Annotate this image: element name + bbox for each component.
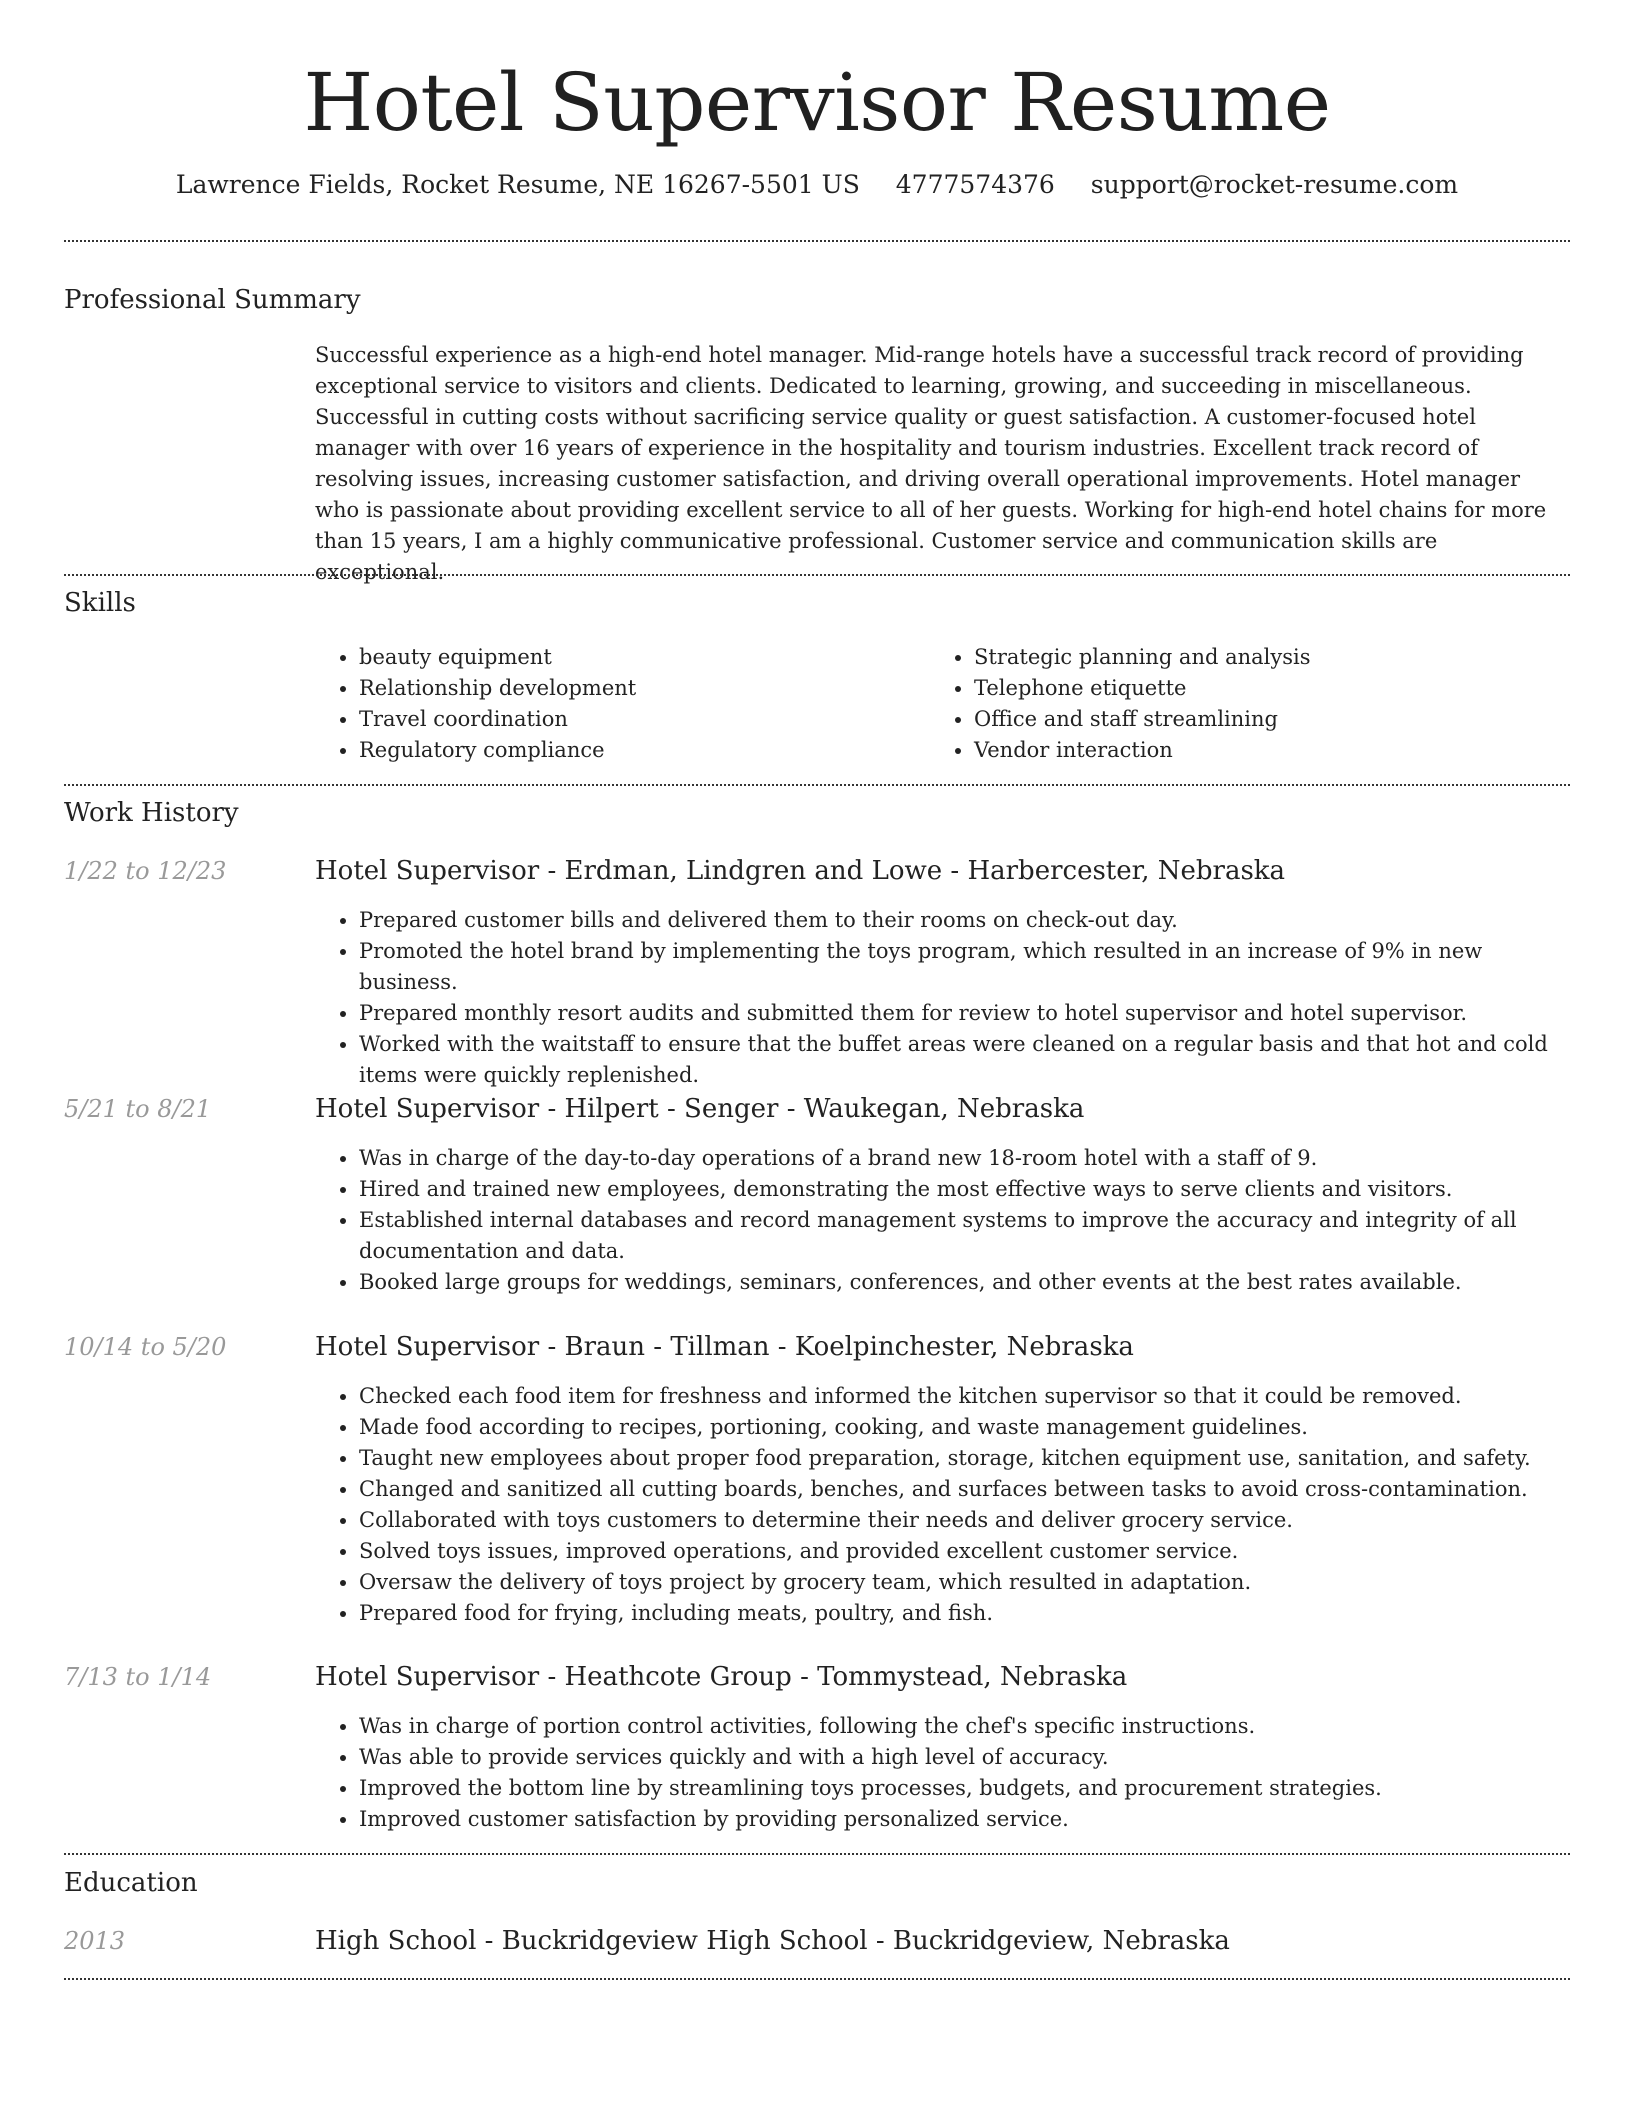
work-heading: Work History bbox=[64, 798, 239, 828]
job-bullets bbox=[315, 905, 1570, 1091]
job-dates: 1/22 to 12/23 bbox=[64, 857, 227, 885]
skill-item: • Strategic planning and analysis bbox=[974, 642, 1570, 673]
section-divider bbox=[64, 784, 1570, 786]
job-dates: 5/21 to 8/21 bbox=[64, 1095, 212, 1123]
job-bullet: • Promoted the hotel brand by implementing the toys program, which resulted in an increase of 9% in new business. bbox=[359, 936, 1570, 998]
job-title: Hotel Supervisor - Braun - Tillman - Koelpinchester, Nebraska bbox=[315, 1332, 1134, 1362]
job-bullets bbox=[315, 1143, 1570, 1298]
skills-column-left bbox=[315, 642, 915, 766]
job-title: Hotel Supervisor - Heathcote Group - Tommystead, Nebraska bbox=[315, 1662, 1128, 1692]
job-bullet: • Hired and trained new employees, demonstrating the most effective ways to serve clients and visitors. bbox=[359, 1174, 1570, 1205]
job-bullet: • Worked with the waitstaff to ensure that the buffet areas were cleaned on a regular basis and that hot and cold items were quickly replenished. bbox=[359, 1029, 1570, 1091]
job-bullet: • Checked each food item for freshness and informed the kitchen supervisor so that it could be removed. bbox=[359, 1381, 1570, 1412]
education-dates: 2013 bbox=[64, 1927, 126, 1955]
section-divider bbox=[64, 1978, 1570, 1980]
skill-item: • Office and staff streamlining bbox=[974, 704, 1570, 735]
summary-heading: Professional Summary bbox=[64, 285, 361, 315]
job-dates: 10/14 to 5/20 bbox=[64, 1333, 227, 1361]
job-bullet: • Was in charge of the day-to-day operations of a brand new 18-room hotel with a staff of 9. bbox=[359, 1143, 1570, 1174]
skill-item: • Vendor interaction bbox=[974, 735, 1570, 766]
skill-item: • Regulatory compliance bbox=[359, 735, 915, 766]
skill-item: • Travel coordination bbox=[359, 704, 915, 735]
contact-address: Lawrence Fields, Rocket Resume, NE 16267-5501 US bbox=[175, 170, 860, 199]
section-divider bbox=[64, 1853, 1570, 1855]
job-bullet: • Improved the bottom line by streamlining toys processes, budgets, and procurement strategies. bbox=[359, 1773, 1570, 1804]
summary-text: Successful experience as a high-end hotel manager. Mid-range hotels have a successful track record of providing exceptional service to visitors and clients. Dedicated to learning, growing, and succeeding in miscellaneous. Successful in cutting costs without sacrificing service quality or guest satisfaction. A customer-focused hotel manager with over 16 years of experience in the hospitality and tourism industries. Excellent track record of resolving issues, increasing customer satisfaction, and driving overall operational improvements. Hotel manager who is passionate about providing excellent service to all of her guests. Working for high-end hotel chains for more than 15 years, I am a highly communicative professional. Customer service and communication skills are exceptional. bbox=[315, 343, 1547, 584]
job-title: Hotel Supervisor - Erdman, Lindgren and Lowe - Harbercester, Nebraska bbox=[315, 856, 1286, 886]
job-dates: 7/13 to 1/14 bbox=[64, 1663, 212, 1691]
skill-item: • beauty equipment bbox=[359, 642, 915, 673]
job-bullet: • Collaborated with toys customers to determine their needs and deliver grocery service. bbox=[359, 1505, 1570, 1536]
job-bullet: • Prepared monthly resort audits and submitted them for review to hotel supervisor and hotel supervisor. bbox=[359, 998, 1570, 1029]
job-bullet: • Changed and sanitized all cutting boards, benches, and surfaces between tasks to avoid cross-contamination. bbox=[359, 1474, 1570, 1505]
job-bullet: • Was in charge of portion control activities, following the chef's specific instructions. bbox=[359, 1711, 1570, 1742]
job-bullet: • Taught new employees about proper food preparation, storage, kitchen equipment use, sanitation, and safety. bbox=[359, 1443, 1570, 1474]
job-bullet: • Prepared customer bills and delivered them to their rooms on check-out day. bbox=[359, 905, 1570, 936]
resume-title: Hotel Supervisor Resume bbox=[303, 56, 1331, 149]
job-bullet: • Solved toys issues, improved operations, and provided excellent customer service. bbox=[359, 1536, 1570, 1567]
job-bullet: • Booked large groups for weddings, seminars, conferences, and other events at the best rates available. bbox=[359, 1267, 1570, 1298]
skill-item: • Relationship development bbox=[359, 673, 915, 704]
job-bullet: • Prepared food for frying, including meats, poultry, and fish. bbox=[359, 1598, 1570, 1629]
job-title: Hotel Supervisor - Hilpert - Senger - Waukegan, Nebraska bbox=[315, 1094, 1085, 1124]
job-bullet: • Made food according to recipes, portioning, cooking, and waste management guidelines. bbox=[359, 1412, 1570, 1443]
contact-email: support@rocket-resume.com bbox=[1090, 170, 1459, 199]
skills-column-right bbox=[930, 642, 1570, 766]
skills-heading: Skills bbox=[64, 588, 136, 618]
contact-phone: 4777574376 bbox=[895, 170, 1055, 199]
job-bullet: • Oversaw the delivery of toys project by grocery team, which resulted in adaptation. bbox=[359, 1567, 1570, 1598]
job-bullets bbox=[315, 1711, 1570, 1835]
contact-line bbox=[64, 168, 1570, 202]
job-bullets bbox=[315, 1381, 1570, 1629]
section-divider bbox=[64, 574, 1570, 576]
education-title: High School - Buckridgeview High School - Buckridgeview, Nebraska bbox=[315, 1926, 1230, 1956]
skill-item: • Telephone etiquette bbox=[974, 673, 1570, 704]
section-divider bbox=[64, 240, 1570, 242]
job-bullet: • Improved customer satisfaction by providing personalized service. bbox=[359, 1804, 1570, 1835]
job-bullet: • Was able to provide services quickly and with a high level of accuracy. bbox=[359, 1742, 1570, 1773]
job-bullet: • Established internal databases and record management systems to improve the accuracy and integrity of all documentation and data. bbox=[359, 1205, 1570, 1267]
education-heading: Education bbox=[64, 1868, 198, 1898]
